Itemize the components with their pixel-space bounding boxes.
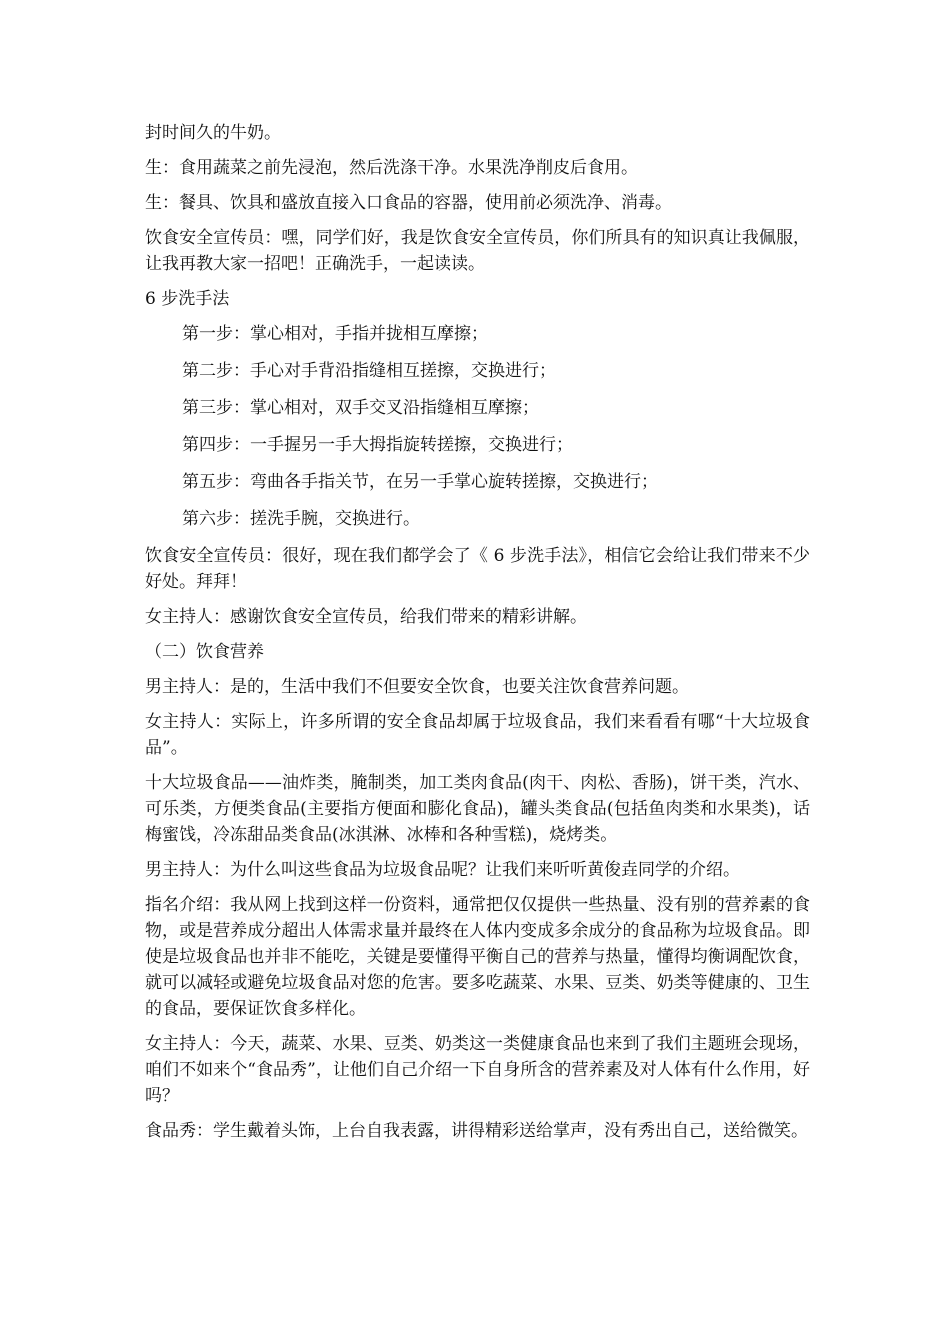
paragraph: 女主持人：实际上，许多所谓的安全食品却属于垃圾食品，我们来看看有哪“十大垃圾食品”。 — [145, 712, 810, 758]
step-item: 第一步：掌心相对，手指并拢相互摩擦； — [182, 324, 488, 344]
paragraph: 男主持人：是的，生活中我们不但要安全饮食，也要关注饮食营养问题。 — [145, 677, 689, 697]
step-item: 第六步：搓洗手腕，交换进行。 — [182, 509, 420, 529]
step-item: 第二步：手心对手背沿指缝相互搓擦，交换进行； — [182, 361, 556, 381]
section-heading: （二）饮食营养 — [145, 642, 264, 662]
paragraph: 女主持人：感谢饮食安全宣传员，给我们带来的精彩讲解。 — [145, 607, 587, 627]
paragraph: 十大垃圾食品——油炸类，腌制类，加工类肉食品(肉干、肉松、香肠)，饼干类，汽水、可乐类，方便类食品(主要指方便面和膨化食品)，罐头类食品(包括鱼肉类和水果类)，话梅蜜饯，冷冻甜品类食品(冰淇淋、冰棒和各种雪糕)，烧烤类。 — [145, 773, 810, 845]
paragraph: 指名介绍：我从网上找到这样一份资料，通常把仅仅提供一些热量、没有别的营养素的食物，或是营养成分超出人体需求量并最终在人体内变成多余成分的食品称为垃圾食品。即使是垃圾食品也并非不能吃，关键是要懂得平衡自己的营养与热量，懂得均衡调配饮食，就可以减轻或避免垃圾食品对您的危害。要多吃蔬菜、水果、豆类、奶类等健康的、卫生的食品，要保证饮食多样化。 — [145, 895, 810, 1019]
paragraph: 女主持人：今天，蔬菜、水果、豆类、奶类这一类健康食品也来到了我们主题班会现场，咱们不如来个“食品秀”，让他们自己介绍一下自身所含的营养素及对人体有什么作用，好吗？ — [145, 1034, 810, 1106]
paragraph: 男主持人：为什么叫这些食品为垃圾食品呢？让我们来听听黄俊垚同学的介绍。 — [145, 860, 740, 880]
paragraph: 饮食安全宣传员：嘿，同学们好，我是饮食安全宣传员，你们所具有的知识真让我佩服，让我再教大家一招吧！正确洗手，一起读读。 — [145, 228, 810, 274]
step-item: 第三步：掌心相对，双手交叉沿指缝相互摩擦； — [182, 398, 539, 418]
paragraph: 生：食用蔬菜之前先浸泡，然后洗涤干净。水果洗净削皮后食用。 — [145, 158, 638, 178]
step-item: 第四步：一手握另一手大拇指旋转搓擦，交换进行； — [182, 435, 573, 455]
section-heading: 6 步洗手法 — [145, 289, 230, 309]
paragraph: 食品秀：学生戴着头饰，上台自我表露，讲得精彩送给掌声，没有秀出自己，送给微笑。 — [145, 1121, 808, 1141]
document-body — [145, 120, 810, 1153]
paragraph: 封时间久的牛奶。 — [145, 123, 281, 143]
step-item: 第五步：弯曲各手指关节，在另一手掌心旋转搓擦，交换进行； — [182, 472, 658, 492]
paragraph: 生：餐具、饮具和盛放直接入口食品的容器，使用前必须洗净、消毒。 — [145, 193, 672, 213]
paragraph: 饮食安全宣传员：很好，现在我们都学会了《 6 步洗手法》，相信它会给让我们带来不少好处。拜拜！ — [145, 546, 810, 592]
